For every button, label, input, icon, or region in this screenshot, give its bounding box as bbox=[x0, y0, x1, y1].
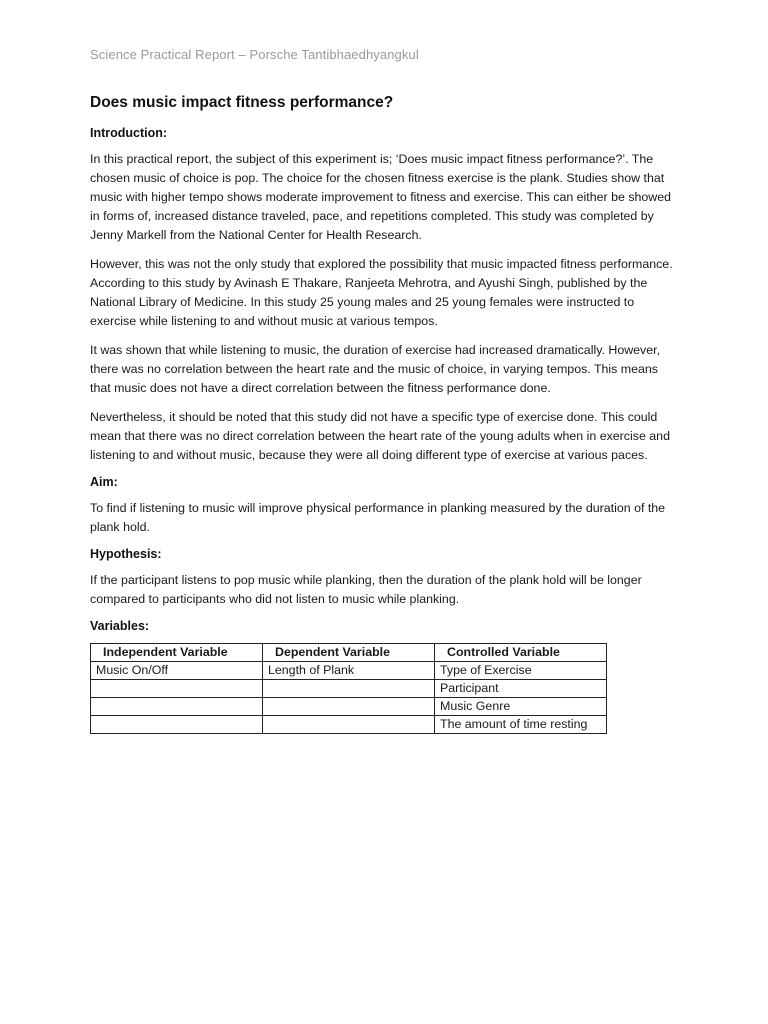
column-header-controlled: Controlled Variable bbox=[435, 644, 607, 662]
column-header-dependent: Dependent Variable bbox=[263, 644, 435, 662]
page-header: Science Practical Report – Porsche Tantibhaedhyangkul bbox=[90, 47, 419, 62]
report-title: Does music impact fitness performance? bbox=[90, 94, 394, 111]
hypothesis-heading: Hypothesis: bbox=[90, 547, 162, 561]
table-cell: Participant bbox=[435, 680, 607, 698]
table-cell bbox=[263, 698, 435, 716]
table-cell bbox=[91, 716, 263, 734]
table-cell: Music On/Off bbox=[91, 662, 263, 680]
table-cell: Music Genre bbox=[435, 698, 607, 716]
table-row bbox=[91, 680, 607, 698]
introduction-paragraph-2: However, this was not the only study that explored the possibility that music impacted fitness performance. According to this study by Avinash E Thakare, Ranjeeta Mehrotra, and Ayushi Singh, published by the National Library of Medicine. In this study 25 young males and 25 young females were instructed to exercise while listening to and without music at various tempos. bbox=[90, 257, 673, 328]
hypothesis-text: If the participant listens to pop music while planking, then the duration of the plank hold will be longer compared to participants who did not listen to music while planking. bbox=[90, 573, 642, 606]
introduction-paragraph-3: It was shown that while listening to music, the duration of exercise had increased dramatically. However, there was no correlation between the heart rate and the music of choice, in varying tempos. This means that music does not have a direct correlation between the fitness performance done. bbox=[90, 343, 661, 395]
document-body bbox=[90, 94, 675, 734]
variables-table bbox=[90, 643, 607, 734]
table-header-row bbox=[91, 644, 607, 662]
table-cell: The amount of time resting bbox=[435, 716, 607, 734]
column-header-independent: Independent Variable bbox=[91, 644, 263, 662]
table-cell bbox=[91, 698, 263, 716]
table-cell bbox=[91, 680, 263, 698]
table-cell: Type of Exercise bbox=[435, 662, 607, 680]
aim-text: To find if listening to music will improve physical performance in planking measured by the duration of the plank hold. bbox=[90, 501, 666, 534]
introduction-heading: Introduction: bbox=[90, 126, 168, 140]
table-cell bbox=[263, 680, 435, 698]
table-cell bbox=[263, 716, 435, 734]
variables-heading: Variables: bbox=[90, 619, 150, 633]
introduction-paragraph-4: Nevertheless, it should be noted that this study did not have a specific type of exercise done. This could mean that there was no direct correlation between the heart rate of the young adults when in exercise and listening to and without music, because they were all doing different type of exercise at various paces. bbox=[90, 410, 670, 462]
aim-heading: Aim: bbox=[90, 475, 118, 489]
table-cell: Length of Plank bbox=[263, 662, 435, 680]
table-row bbox=[91, 716, 607, 734]
table-row bbox=[91, 662, 607, 680]
table-row bbox=[91, 698, 607, 716]
introduction-paragraph-1: In this practical report, the subject of this experiment is; ‘Does music impact fitness performance?’. The chosen music of choice is pop. The choice for the chosen fitness exercise is the plank. Studies show that music with higher tempo shows moderate improvement to fitness and exercise. This can either be showed in forms of, increased distance traveled, pace, and repetitions completed. This study was completed by Jenny Markell from the National Center for Health Research. bbox=[90, 152, 672, 242]
